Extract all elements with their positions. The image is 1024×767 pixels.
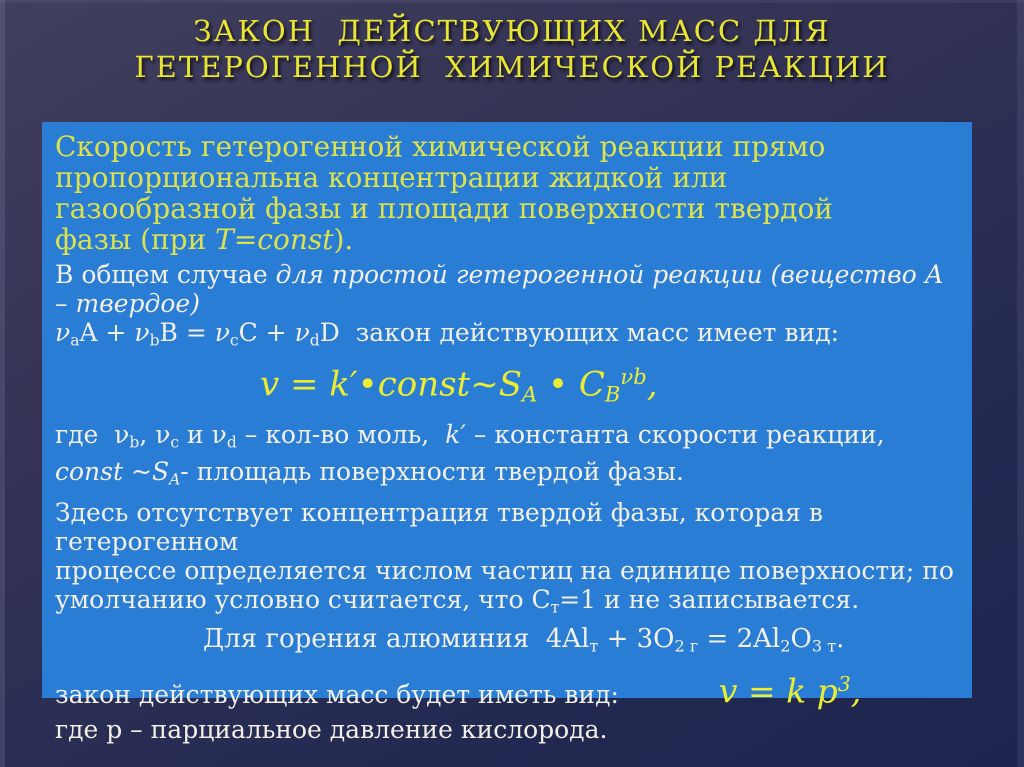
- paragraph1-line3: газообразной фазы и площади поверхности твердой: [55, 192, 833, 225]
- paragraph1-line4: фазы (при T=const).: [55, 223, 354, 256]
- general-case-line1: В общем случае для простой гетерогенной реакции (вещество А – твердое): [55, 260, 952, 318]
- conclusion-row: [55, 666, 959, 712]
- mass-action-formula: $v = k'•const\sim S_A$ • $C_B^{\nu b}$,: [260, 364, 658, 407]
- where-coefficients-line: где $\nu_b$, $\nu_c$ и $\nu_d - кол-во$ моль, k′ – константа скорости реакции,: [55, 419, 885, 452]
- paragraph1-line1: Скорость гетерогенной химической реакции прямо: [55, 130, 826, 163]
- content-panel: [42, 122, 972, 744]
- partial-pressure-line: где p – парциальное давление кислорода.: [55, 714, 608, 744]
- aluminum-combustion-equation: Для горения алюминия $4Al_т + 3O_{2 г} = 2Al_2O_{3 т}$.: [203, 623, 845, 656]
- solid-phase-note-line3: умолчанию условно считается, что $С_т=1$ и не записывается.: [55, 585, 860, 617]
- solid-phase-note-line1: Здесь отсутствует концентрация твердой фазы, которая в гетерогенном: [55, 498, 831, 557]
- title-line-1: ЗАКОН ДЕЙСТВУЮЩИХ МАСС ДЛЯ: [193, 14, 831, 48]
- slide-title: [0, 13, 1024, 85]
- title-line-2: ГЕТЕРОГЕННОЙ ХИМИЧЕСКОЙ РЕАКЦИИ: [134, 50, 890, 84]
- pressure-formula: v = k $p^3$,: [718, 671, 862, 711]
- const-surface-line: const $\sim S_A-$ площадь поверхности твердой фазы.: [55, 457, 684, 489]
- solid-phase-note-line2: процессе определяется числом частиц на единице поверхности; по: [55, 556, 954, 586]
- reaction-equation-line: $\nu_aA + \nu_bB = \nu_cC + \nu_dD$ закон действующих масс имеет вид:: [55, 318, 840, 350]
- paragraph1-line2: пропорциональна концентрации жидкой или: [55, 161, 728, 194]
- solid-phase-note: [55, 498, 959, 622]
- conclusion-label: закон действующих масс будет иметь вид:: [55, 679, 619, 709]
